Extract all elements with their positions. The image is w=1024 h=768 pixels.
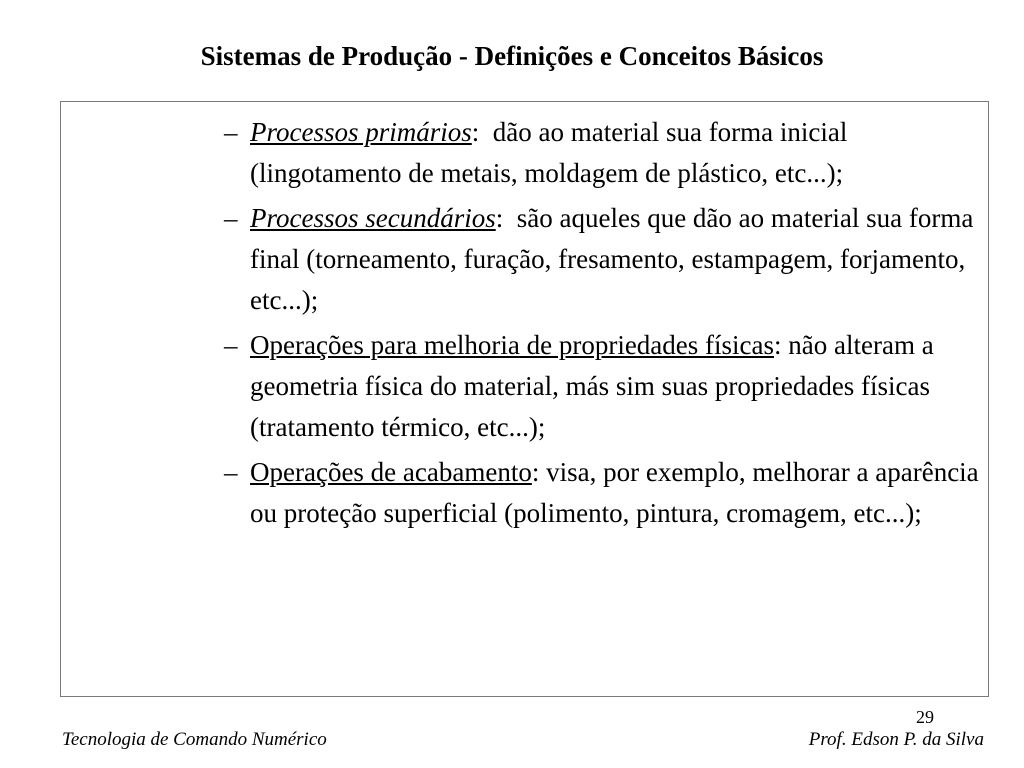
bullet-term: Operações para melhoria de propriedades físicas [250, 330, 775, 360]
bullet-separator: : [531, 457, 547, 487]
slide-title: Sistemas de Produção - Definições e Conceitos Básicos [200, 41, 824, 71]
bullet-processos-secundarios [224, 198, 986, 321]
footer-author: Prof. Edson P. da Silva [808, 729, 984, 750]
bullet-text: visa, por exemplo, melhorar a aparência ou proteção superficial (polimento, pintura, cromagem, etc...); [250, 457, 979, 528]
bullet-processos-primarios [224, 112, 986, 194]
bullet-term: Processos primários [250, 117, 472, 147]
bullet-operacoes-melhoria [224, 325, 986, 448]
bullet-separator: : [774, 330, 789, 360]
bullet-term: Operações de acabamento [250, 457, 532, 487]
bullet-dash: – [224, 457, 238, 487]
bullet-text: não alteram a geometria física do material, más sim suas propriedades físicas (tratamento térmico, etc...); [250, 330, 934, 442]
bullet-separator: : [471, 117, 493, 147]
bullet-term: Processos secundários [250, 203, 496, 233]
page-number: 29 [916, 707, 934, 727]
bullet-dash: – [224, 330, 238, 360]
bullet-operacoes-acabamento [224, 452, 986, 534]
bullet-dash: – [224, 203, 238, 233]
bullet-text: dão ao material sua forma inicial (lingotamento de metais, moldagem de plástico, etc...); [250, 117, 848, 188]
bullet-dash: – [224, 117, 238, 147]
bullet-separator: : [495, 203, 517, 233]
bullet-text: são aqueles que dão ao material sua forma final (torneamento, furação, fresamento, estampagem, forjamento, etc...); [250, 203, 974, 315]
bullet-list [224, 112, 986, 538]
footer-course: Tecnologia de Comando Numérico [62, 729, 327, 750]
